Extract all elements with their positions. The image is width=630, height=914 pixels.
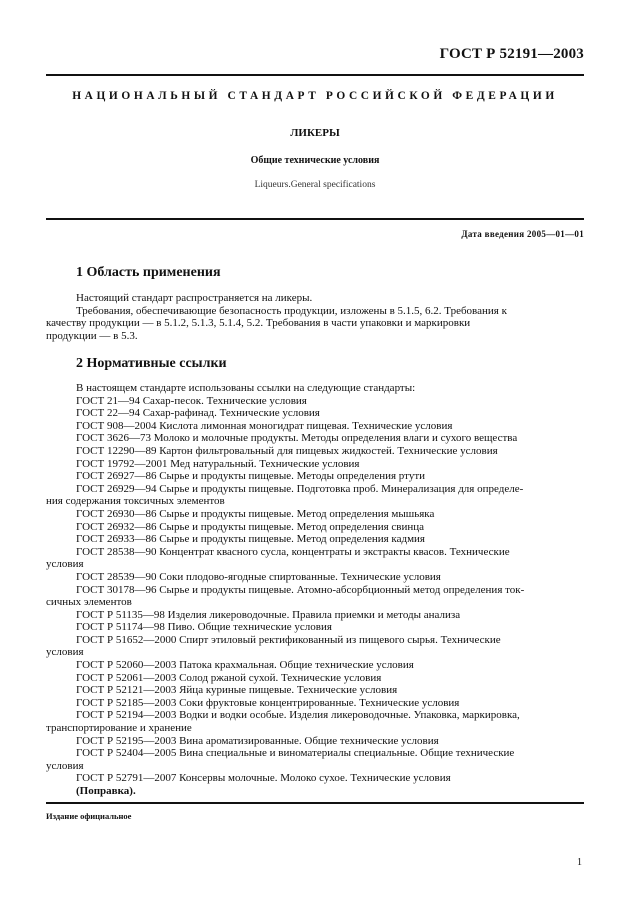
section-1-body [46, 292, 584, 342]
reference-item: ГОСТ Р 52194—2003 Водки и водки особые. Изделия ликероводочные. Упаковка, маркировка, [76, 709, 520, 722]
reference-item: ГОСТ 19792—2001 Мед натуральный. Технические условия [76, 457, 360, 470]
document-code: ГОСТ Р 52191—2003 [439, 46, 584, 62]
english-title: Liqueurs.General specifications [254, 180, 376, 190]
reference-item: ГОСТ 26929—94 Сырье и продукты пищевые. Подготовка проб. Минерализация для определе- [76, 482, 524, 495]
reference-item-continuation: сичных элементов [46, 596, 132, 609]
title-rule [46, 218, 584, 220]
reference-item-continuation: условия [46, 646, 84, 659]
reference-item: ГОСТ 26932—86 Сырье и продукты пищевые. Метод определения свинца [76, 520, 425, 533]
reference-item: ГОСТ Р 52404—2005 Вина специальные и виноматериалы специальные. Общие технические [76, 747, 515, 760]
amendment-note: (Поправка). [76, 785, 136, 797]
reference-item: ГОСТ 3626—73 Молоко и молочные продукты. Методы определения влаги и сухого вещества [76, 432, 518, 445]
reference-item: ГОСТ Р 52121—2003 Яйца куриные пищевые. Технические условия [76, 684, 398, 697]
reference-item: ГОСТ 26930—86 Сырье и продукты пищевые. Метод определения мышьяка [76, 507, 435, 520]
reference-item: ГОСТ Р 51174—98 Пиво. Общие технические условия [76, 621, 332, 634]
reference-item: ГОСТ 28538—90 Концентрат квасного сусла, концентраты и экстракты квасов. Технические [76, 545, 510, 558]
references-intro: В настоящем стандарте использованы ссылки на следующие стандарты: [76, 382, 416, 394]
page-number: 1 [577, 857, 582, 868]
intro-date: Дата введения 2005—01—01 [461, 229, 584, 239]
reference-item: ГОСТ Р 51652—2000 Спирт этиловый ректификованный из пищевого сырья. Технические [76, 633, 501, 646]
reference-item-continuation: ния содержания токсичных элементов [46, 495, 225, 508]
section-1-paragraph-2-line-2: качеству продукции — в 5.1.2, 5.1.3, 5.1.4, 5.2. Требования в части упаковки и маркировки [46, 317, 471, 330]
reference-item-continuation: транспортирование и хранение [46, 722, 192, 735]
reference-item: ГОСТ 26927—86 Сырье и продукты пищевые. Методы определения ртути [76, 470, 426, 483]
section-2-heading: 2 Нормативные ссылки [76, 356, 227, 371]
reference-item: ГОСТ Р 52185—2003 Соки фруктовые концентрированные. Технические условия [76, 696, 460, 709]
reference-item: ГОСТ Р 52195—2003 Вина ароматизированные. Общие технические условия [76, 734, 439, 747]
reference-item: ГОСТ Р 52061—2003 Солод ржаной сухой. Технические условия [76, 671, 382, 684]
reference-item-continuation: условия [46, 558, 84, 571]
reference-item: ГОСТ 26933—86 Сырье и продукты пищевые. Метод определения кадмия [76, 533, 425, 546]
standard-banner: НАЦИОНАЛЬНЫЙ СТАНДАРТ РОССИЙСКОЙ ФЕДЕРАЦИИ [72, 90, 558, 102]
edition-label: Издание официальное [46, 811, 132, 821]
reference-item: ГОСТ 21—94 Сахар-песок. Технические условия [76, 394, 307, 407]
reference-item-continuation: условия [46, 759, 84, 772]
reference-item: ГОСТ 908—2004 Кислота лимонная моногидрат пищевая. Технические условия [76, 419, 453, 432]
header-rule [46, 74, 584, 76]
document-title: ЛИКЕРЫ [290, 127, 340, 139]
reference-item: ГОСТ 30178—96 Сырье и продукты пищевые. Атомно-абсорбционный метод определения ток- [76, 583, 525, 596]
reference-item: ГОСТ Р 51135—98 Изделия ликероводочные. Правила приемки и методы анализа [76, 608, 461, 621]
section-1-paragraph-1: Настоящий стандарт распространяется на ликеры. [76, 292, 313, 304]
reference-item: ГОСТ 28539—90 Соки плодово-ягодные спиртованные. Технические условия [76, 570, 441, 583]
document-subtitle: Общие технические условия [250, 155, 380, 166]
section-1-heading: 1 Область применения [76, 265, 221, 280]
section-1-paragraph-2-line-3: продукции — в 5.3. [46, 329, 138, 342]
section-1-paragraph-2-line-1: Требования, обеспечивающие безопасность продукции, изложены в 5.1.5, 6.2. Требования к [76, 304, 507, 317]
reference-item: ГОСТ 22—94 Сахар-рафинад. Технические условия [76, 407, 320, 420]
reference-item: ГОСТ Р 52791—2007 Консервы молочные. Молоко сухое. Технические условия [76, 772, 451, 785]
reference-item: ГОСТ 12290—89 Картон фильтровальный для пищевых жидкостей. Технические условия [76, 444, 498, 457]
normative-references [46, 382, 584, 798]
reference-item: ГОСТ Р 52060—2003 Патока крахмальная. Общие технические условия [76, 659, 414, 672]
footer-rule [46, 802, 584, 804]
